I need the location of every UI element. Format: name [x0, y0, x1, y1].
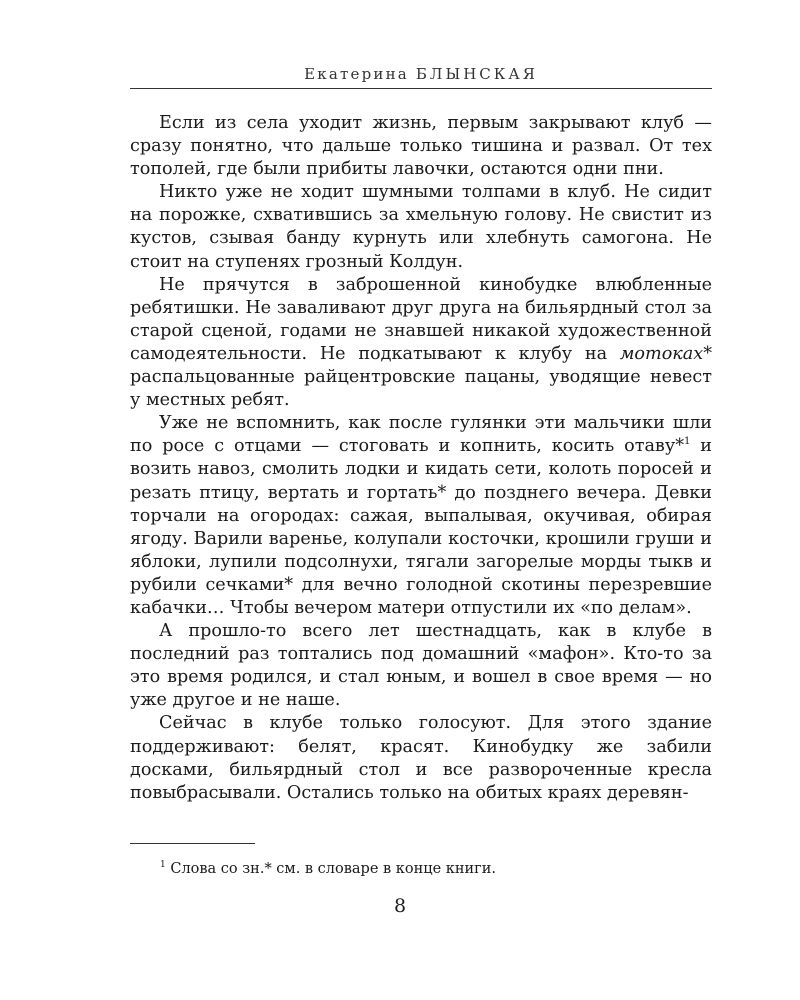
- page-number: 8: [393, 895, 407, 917]
- footnote-marker: 1: [160, 860, 166, 870]
- footnote-rule: [130, 843, 255, 844]
- running-head: [130, 64, 712, 84]
- paragraph-2: Никто уже не ходит шумными толпами в клуб. Не сидит на порожке, схватившись за хмельную голову. Не свистит из кустов, сзывая банду курнуть или хлебнуть самогона. Не стоит на ступенях грозный Колдун.: [130, 182, 712, 272]
- paragraph-3-text-before: Не прячутся в заброшенной кинобудке влюбленные ребятишки. Не заваливают друг друга на бильярдный стол за старой сценой, годами не знавшей никакой художественной самодеятельности. Не подкатывают к клубу на: [130, 274, 712, 364]
- paragraph-4: [130, 412, 712, 620]
- paragraph-3: [130, 274, 712, 413]
- author-surname: БЛЫНСКАЯ: [415, 65, 538, 83]
- paragraph-5: А прошло-то всего лет шестнадцать, как в клубе в последний раз топтались под домашний «мафон». Кто-то за это время родился, и стал юным, и вошел в свое время — но уже другое и не наше.: [130, 621, 712, 711]
- header-rule: [130, 88, 712, 89]
- footnote-reference: 1: [684, 436, 691, 448]
- author-first-name: Екатерина: [304, 65, 409, 83]
- footnote: [160, 855, 710, 879]
- paragraph-4-text-after: и возить навоз, смолить лодки и кидать сети, колоть поросей и резать птицу, вертать и гортать* до позднего вечера. Девки торчали на огородах: сажая, выпалывая, окучивая, обирая ягоду. Варили варенье, колупали косточки, крошили груши и яблоки, лупили подсолнухи, тягали загорелые морды тыкв и рубили сечками* для вечно голодной скотины перезревшие кабачки… Чтобы вечером матери отпустили их «по делам».: [130, 436, 713, 618]
- body-text: [130, 112, 712, 805]
- footnote-text: Слова со зн.* см. в словаре в конце книги.: [165, 860, 497, 877]
- paragraph-3-text-after: * распальцованные райцентровские пацаны, уводящие невест у местных ребят.: [130, 343, 712, 411]
- paragraph-1: Если из села уходит жизнь, первым закрывают клуб — сразу понятно, что дальше только тишина и развал. От тех тополей, где были прибиты лавочки, остаются одни пни.: [130, 113, 712, 180]
- paragraph-3-emphasis: мотоках: [619, 343, 704, 364]
- paragraph-4-text-before: Уже не вспомнить, как после гулянки эти мальчики шли по росе с отцами — стоговать и копнить, косить отаву*: [130, 413, 712, 457]
- paragraph-6: Сейчас в клубе только голосуют. Для этого здание поддерживают: белят, красят. Кинобудку же забили досками, бильярдный стол и все развороченные кресла повыбрасывали. Остались только на обитых краях деревян-: [130, 713, 712, 803]
